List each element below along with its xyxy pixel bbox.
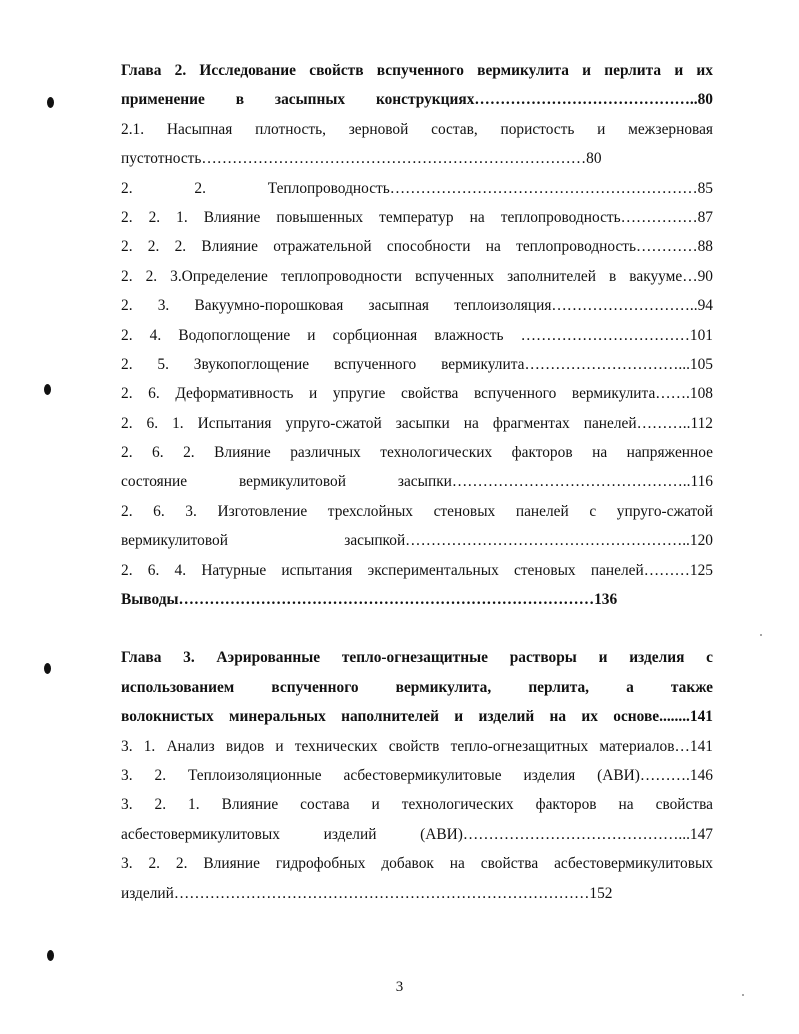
toc-section-line: 3. 2. 1. Влияние состава и технологических факторов на свойства: [121, 796, 713, 814]
toc-section-line: пустотность…………………………………………………………………80: [121, 150, 602, 168]
scan-speck: [760, 634, 762, 636]
toc-section-line: 2. 5. Звукопоглощение вспученного вермикулита…………………………...105: [121, 355, 713, 373]
page-number: 3: [395, 979, 404, 995]
toc-section-line: вермикулитовой засыпкой………………………………………………..120: [121, 532, 713, 550]
table-of-contents: [121, 56, 713, 908]
toc-section-line: 2. 6. 3. Изготовление трехслойных стеновых панелей с упруго-сжатой: [121, 502, 713, 520]
toc-section-line: 2. 2. 1. Влияние повышенных температур на теплопроводность……………87: [121, 208, 713, 226]
toc-section-line: 2. 4. Водопоглощение и сорбционная влажность ……………………………101: [121, 326, 713, 344]
toc-section-line: состояние вермикулитовой засыпки………………………………………..116: [121, 473, 713, 491]
toc-section-line: 3. 2. 2. Влияние гидрофобных добавок на свойства асбестовермикулитовых: [121, 855, 713, 873]
binder-hole-mark: [47, 950, 54, 961]
toc-chapter-line: использованием вспученного вермикулита, перлита, а также: [121, 678, 713, 696]
toc-section-line: 2. 6. Деформативность и упругие свойства вспученного вермикулита…….108: [121, 385, 713, 403]
toc-section-line: 2. 6. 1. Испытания упруго-сжатой засыпки на фрагментах панелей………..112: [121, 414, 713, 432]
binder-hole-mark: [44, 384, 51, 395]
toc-section-line: 2. 3. Вакуумно-порошковая засыпная теплоизоляция………………………..94: [121, 297, 713, 315]
toc-section-line: 2. 6. 4. Натурные испытания экспериментальных стеновых панелей………125: [121, 561, 713, 579]
toc-chapter-line: Глава 3. Аэрированные тепло-огнезащитные растворы и изделия с: [121, 649, 713, 667]
toc-chapter-line: волокнистых минеральных наполнителей и изделий на их основе........141: [121, 708, 713, 726]
toc-section-line: 2.1. Насыпная плотность, зерновой состав, пористость и межзерновая: [121, 120, 713, 138]
toc-section-line: 2. 2. 2. Влияние отражательной способности на теплопроводность…………88: [121, 238, 713, 256]
toc-section-line: асбестовермикулитовых изделий (АВИ)……………………………………...147: [121, 825, 713, 843]
toc-section-line: 3. 1. Анализ видов и технических свойств тепло-огнезащитных материалов…141: [121, 737, 713, 755]
chapter-gap: [121, 614, 713, 643]
toc-chapter-line: применение в засыпных конструкциях……………………………………..80: [121, 91, 713, 109]
toc-section-line: 2. 2. Теплопроводность……………………………………………………85: [121, 179, 713, 197]
toc-section-line: 2. 2. 3.Определение теплопроводности вспученных заполнителей в вакууме…90: [121, 267, 713, 285]
binder-hole-mark: [44, 663, 51, 674]
toc-chapter-line: Глава 2. Исследование свойств вспученного вермикулита и перлита и их: [121, 62, 713, 79]
toc-section-line: 2. 6. 2. Влияние различных технологических факторов на напряженное: [121, 444, 713, 462]
toc-section-line: изделий………………………………………………………………………152: [121, 884, 613, 902]
toc-conclusion-line: Выводы………………………………………………………………………136: [121, 591, 618, 609]
binder-hole-mark: [47, 97, 54, 108]
toc-section-line: 3. 2. Теплоизоляционные асбестовермикулитовые изделия (АВИ)……….146: [121, 766, 713, 784]
